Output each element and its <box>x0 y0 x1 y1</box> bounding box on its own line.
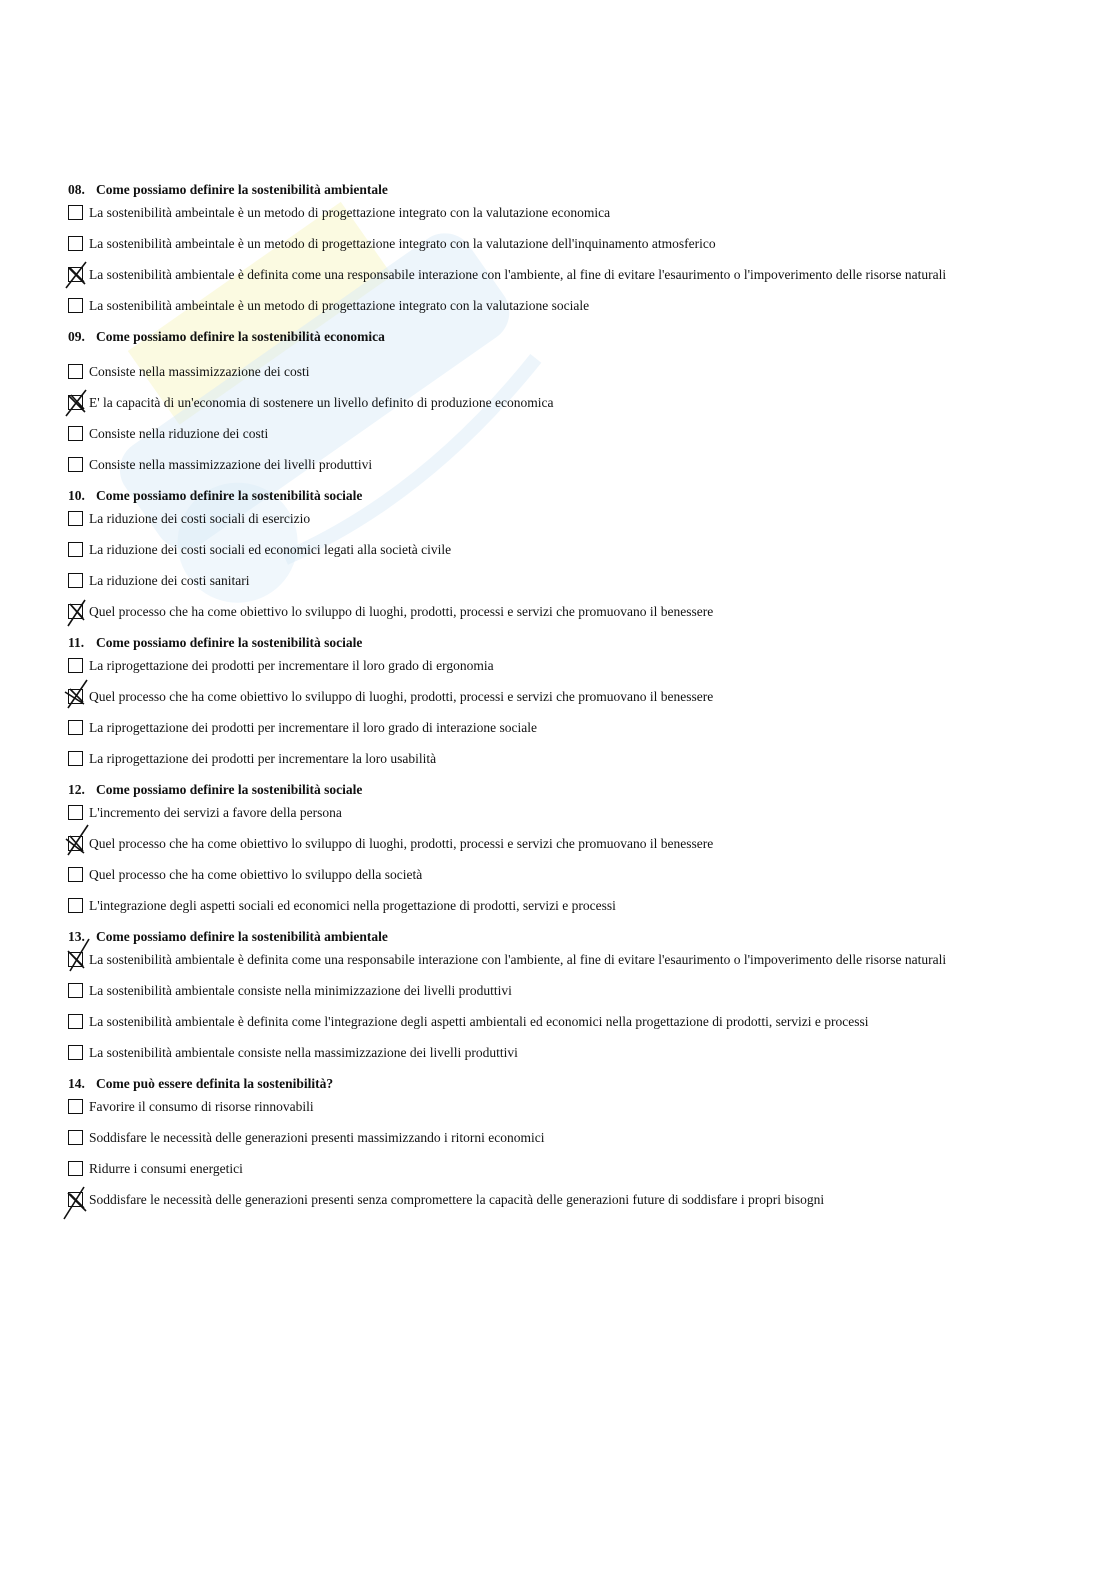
answer-option[interactable] <box>68 571 1078 602</box>
answer-text: Quel processo che ha come obiettivo lo sviluppo di luoghi, prodotti, processi e servizi che promuovano il benessere <box>89 604 714 619</box>
answer-text: L'incremento dei servizi a favore della persona <box>89 805 342 820</box>
answer-text: La riprogettazione dei prodotti per incrementare il loro grado di ergonomia <box>89 658 494 673</box>
answer-option[interactable] <box>68 602 1078 633</box>
answer-text: La sostenibilità ambientale consiste nella massimizzazione dei livelli produttivi <box>89 1045 518 1060</box>
checkbox[interactable] <box>68 1045 83 1060</box>
question-title <box>68 780 1078 800</box>
checkbox[interactable] <box>68 751 83 766</box>
question-title <box>68 180 1078 200</box>
handwritten-check-mark-icon <box>62 1181 92 1215</box>
answer-text: Quel processo che ha come obiettivo lo sviluppo di luoghi, prodotti, processi e servizi che promuovano il benessere <box>89 689 714 704</box>
answer-option[interactable] <box>68 455 1078 486</box>
answer-option[interactable] <box>68 1012 1078 1043</box>
question-number: 08. <box>68 182 85 197</box>
question-number: 13. <box>68 929 85 944</box>
question-12 <box>68 780 1078 927</box>
answer-text: La riprogettazione dei prodotti per incrementare il loro grado di interazione sociale <box>89 720 537 735</box>
checkbox[interactable] <box>68 1099 83 1114</box>
answer-text: Consiste nella riduzione dei costi <box>89 426 269 441</box>
checkbox[interactable] <box>68 298 83 313</box>
handwritten-check-mark-icon <box>62 825 92 859</box>
question-text: Come possiamo definire la sostenibilità economica <box>96 329 385 344</box>
answer-text: La riduzione dei costi sociali ed economici legati alla società civile <box>89 542 452 557</box>
answer-text: L'integrazione degli aspetti sociali ed economici nella progettazione di prodotti, servizi e processi <box>89 898 616 913</box>
answer-text: La riduzione dei costi sanitari <box>89 573 250 588</box>
answer-option[interactable] <box>68 1159 1078 1190</box>
answer-text: La sostenibilità ambeintale è un metodo di progettazione integrato con la valutazione economica <box>89 205 611 220</box>
checkbox[interactable] <box>68 457 83 472</box>
handwritten-check-mark-icon <box>62 593 92 627</box>
answer-text: Quel processo che ha come obiettivo lo sviluppo della società <box>89 867 423 882</box>
answer-option[interactable] <box>68 1128 1078 1159</box>
answer-option[interactable] <box>68 203 1078 234</box>
question-number: 14. <box>68 1076 85 1091</box>
answer-option[interactable] <box>68 1043 1078 1074</box>
answer-text: Quel processo che ha come obiettivo lo sviluppo di luoghi, prodotti, processi e servizi che promuovano il benessere <box>89 836 714 851</box>
checkbox[interactable] <box>68 511 83 526</box>
checkbox[interactable] <box>68 1014 83 1029</box>
question-title <box>68 927 1078 947</box>
answer-text: Soddisfare le necessità delle generazioni presenti senza compromettere la capacità delle generazioni future di soddisfare i propri bisogni <box>89 1192 825 1207</box>
question-number: 11. <box>68 635 85 650</box>
question-title <box>68 327 1078 347</box>
checkbox[interactable] <box>68 236 83 251</box>
answer-option[interactable] <box>68 687 1078 718</box>
answer-text: Favorire il consumo di risorse rinnovabili <box>89 1099 314 1114</box>
answer-text: La sostenibilità ambientale consiste nella minimizzazione dei livelli produttivi <box>89 983 512 998</box>
question-number: 12. <box>68 782 85 797</box>
question-text: Come possiamo definire la sostenibilità ambientale <box>96 182 388 197</box>
answer-text: Ridurre i consumi energetici <box>89 1161 243 1176</box>
question-title <box>68 633 1078 653</box>
checkbox[interactable] <box>68 805 83 820</box>
question-14 <box>68 1074 1078 1221</box>
answer-option[interactable] <box>68 656 1078 687</box>
answer-option[interactable] <box>68 749 1078 780</box>
answer-option[interactable] <box>68 718 1078 749</box>
answer-option[interactable] <box>68 424 1078 455</box>
answer-option[interactable] <box>68 296 1078 327</box>
checkbox[interactable] <box>68 1161 83 1176</box>
answer-text: Consiste nella massimizzazione dei costi <box>89 364 310 379</box>
answer-option[interactable] <box>68 393 1078 424</box>
answer-option[interactable] <box>68 234 1078 265</box>
answer-option[interactable] <box>68 509 1078 540</box>
answer-text: La riduzione dei costi sociali di esercizio <box>89 511 311 526</box>
checkbox[interactable] <box>68 1130 83 1145</box>
checkbox[interactable] <box>68 205 83 220</box>
question-text: Come possiamo definire la sostenibilità sociale <box>96 488 363 503</box>
answer-option[interactable] <box>68 803 1078 834</box>
answer-text: La sostenibilità ambeintale è un metodo di progettazione integrato con la valutazione sociale <box>89 298 590 313</box>
question-09 <box>68 327 1078 486</box>
handwritten-check-mark-icon <box>62 256 92 290</box>
question-list <box>68 180 1078 1221</box>
answer-option[interactable] <box>68 865 1078 896</box>
answer-text: Consiste nella massimizzazione dei livelli produttivi <box>89 457 373 472</box>
answer-option[interactable] <box>68 540 1078 571</box>
answer-text: Soddisfare le necessità delle generazioni presenti massimizzando i ritorni economici <box>89 1130 545 1145</box>
answer-text: La sostenibilità ambientale è definita come una responsabile interazione con l'ambiente, al fine di evitare l'esaurimento o l'impoverimento delle risorse naturali <box>89 267 947 282</box>
checkbox[interactable] <box>68 573 83 588</box>
answer-text: La riprogettazione dei prodotti per incrementare la loro usabilità <box>89 751 437 766</box>
answer-option[interactable] <box>68 1097 1078 1128</box>
question-13 <box>68 927 1078 1074</box>
question-text: Come può essere definita la sostenibilità? <box>96 1076 334 1091</box>
checkbox[interactable] <box>68 364 83 379</box>
question-title <box>68 486 1078 506</box>
question-text: Come possiamo definire la sostenibilità ambientale <box>96 929 388 944</box>
handwritten-check-mark-icon <box>62 678 92 712</box>
question-number: 10. <box>68 488 85 503</box>
answer-option[interactable] <box>68 896 1078 927</box>
answer-option[interactable] <box>68 362 1078 393</box>
answer-text: La sostenibilità ambientale è definita come una responsabile interazione con l'ambiente, al fine di evitare l'esaurimento o l'impoverimento delle risorse naturali <box>89 952 947 967</box>
answer-option[interactable] <box>68 950 1078 981</box>
question-text: Come possiamo definire la sostenibilità sociale <box>96 635 363 650</box>
answer-option[interactable] <box>68 265 1078 296</box>
checkbox[interactable] <box>68 983 83 998</box>
checkbox[interactable] <box>68 720 83 735</box>
answer-option[interactable] <box>68 1190 1078 1221</box>
checkbox[interactable] <box>68 426 83 441</box>
question-text: Come possiamo definire la sostenibilità sociale <box>96 782 363 797</box>
checkbox[interactable] <box>68 542 83 557</box>
question-08 <box>68 180 1078 327</box>
question-10 <box>68 486 1078 633</box>
answer-text: La sostenibilità ambientale è definita come l'integrazione degli aspetti ambientali ed economici nella progettazione di prodotti, servizi e processi <box>89 1014 869 1029</box>
question-number: 09. <box>68 329 85 344</box>
answer-text: La sostenibilità ambeintale è un metodo di progettazione integrato con la valutazione dell'inquinamento atmosferico <box>89 236 716 251</box>
checkbox[interactable] <box>68 898 83 913</box>
answer-text: E' la capacità di un'economia di sostenere un livello definito di produzione economica <box>89 395 554 410</box>
handwritten-check-mark-icon <box>62 384 92 418</box>
question-title <box>68 1074 1078 1094</box>
answer-option[interactable] <box>68 834 1078 865</box>
handwritten-check-mark-icon <box>62 941 92 975</box>
answer-option[interactable] <box>68 981 1078 1012</box>
checkbox[interactable] <box>68 867 83 882</box>
checkbox[interactable] <box>68 658 83 673</box>
question-11 <box>68 633 1078 780</box>
